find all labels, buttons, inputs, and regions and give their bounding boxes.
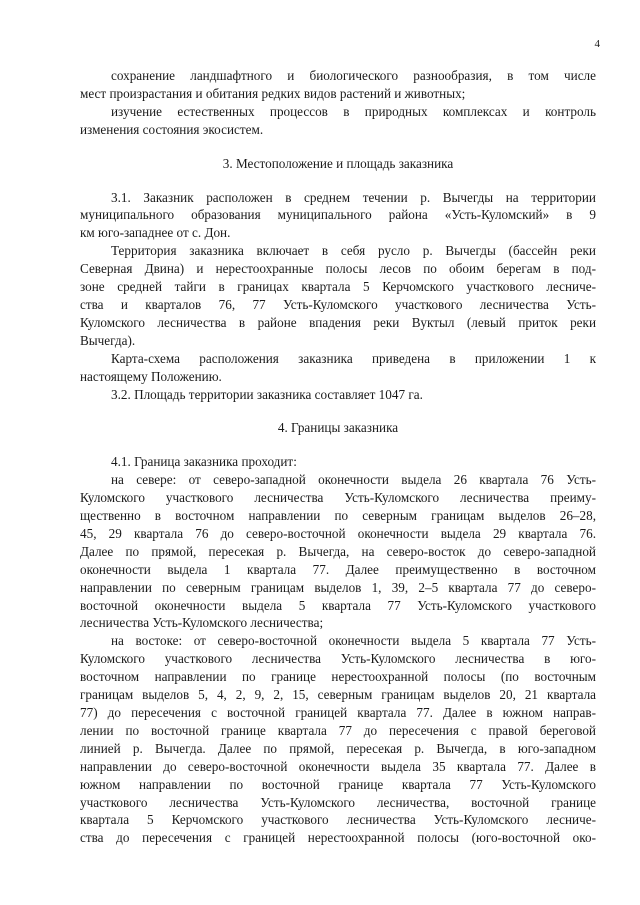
text-line: муниципального образования муниципального района «Усть-Куломский» в 9 (80, 207, 596, 223)
text-line: ства и кварталов 76, 77 Усть-Куломского участкового лесничества Усть- (80, 296, 596, 312)
text-line: на востоке: от северо-восточной оконечности выдела 5 квартала 77 Усть- (111, 633, 596, 649)
paragraph-natural-processes (80, 103, 596, 139)
text-line: границам выделов 5, 4, 2, 9, 2, 15, северным границам выделов 20, 21 квартала (80, 687, 596, 703)
text-line: Куломского участкового лесничества Усть-Куломского лесничества преиму- (80, 490, 596, 506)
text-line: Карта-схема расположения заказника приведена в приложении 1 к (111, 350, 596, 366)
section-4-title: 4. Границы заказника (277, 420, 399, 436)
paragraph-3-2 (80, 386, 596, 404)
text-line: участкового лесничества Усть-Куломского лесничества, восточной границе (80, 794, 596, 810)
text-line: 4.1. Граница заказника проходит: (111, 454, 297, 470)
text-line: Далее по прямой, пересекая р. Вычегда, на северо-восток до северо-западной (80, 543, 596, 559)
text-line: 77) до пересечения с восточной границей квартала 77. Далее в южном направ- (80, 705, 596, 720)
text-line: лесничества Усть-Куломского лесничества; (80, 615, 324, 631)
text-line: Куломского участкового лесничества Усть-Куломского лесничества в юго- (80, 651, 596, 667)
paragraph-4-1 (80, 453, 596, 471)
text-line: направлении до северо-восточной оконечности выдела 35 квартала 77. Далее в (80, 758, 596, 774)
text-line: мест произрастания и обитания редких видов растений и животных; (80, 85, 466, 101)
text-line: изучение естественных процессов в природных комплексах и контроль (111, 103, 596, 119)
text-line: изменения состояния экосистем. (80, 121, 264, 137)
text-line: Северная Двина) и нерестоохранные полосы лесов по обоим берегам в под- (80, 261, 596, 277)
page-number: 4 (594, 38, 600, 50)
text-line: на севере: от северо-западной оконечности выдела 26 квартала 76 Усть- (111, 472, 596, 488)
text-line: км юго-западнее от с. Дон. (80, 225, 231, 241)
text-line: 45, 29 квартала 76 до северо-восточной оконечности выдела 29 квартала 76. (80, 525, 596, 541)
text-line: сохранение ландшафтного и биологического разнообразия, в том числе (111, 68, 596, 83)
paragraph-landscape-diversity (80, 67, 596, 103)
text-line: южном направлении по восточной границе квартала 77 Усть-Куломского (80, 776, 596, 792)
text-line: лении по восточной границе квартала 77 до пересечения с правой береговой (80, 722, 596, 738)
section-3-title: 3. Местоположение и площадь заказника (222, 155, 454, 171)
paragraph-3-1 (80, 189, 596, 243)
text-line: 3.2. Площадь территории заказника составляет 1047 га. (111, 386, 423, 402)
text-line: зоне средней тайги в границах квартала 5 Керчомского участкового лесниче- (80, 279, 596, 295)
text-line: Куломского лесничества в районе впадения реки Вуктыл (левый приток реки (80, 314, 596, 330)
text-line: направлении по северным границам выделов 1, 39, 2–5 квартала 77 до северо- (80, 579, 596, 595)
text-line: оконечности выдела 1 квартала 77. Далее преимущественно в восточном (80, 561, 596, 577)
paragraph-map-scheme (80, 350, 596, 386)
text-line: квартала 5 Керчомского участкового лесничества Усть-Куломского лесниче- (80, 812, 596, 828)
text-line: восточном направлении по границе нерестоохранной полосы (по восточным (80, 669, 596, 685)
text-line: Территория заказника включает в себя русло р. Вычегды (бассейн реки (111, 243, 596, 259)
text-line: настоящему Положению. (80, 368, 222, 384)
text-line: щественно в восточном направлении по северным границам выделов 26–28, (80, 508, 596, 524)
text-line: 3.1. Заказник расположен в среднем течении р. Вычегды на территории (111, 189, 596, 205)
text-line: восточной оконечности выдела 5 квартала 77 Усть-Куломского участкового (80, 597, 596, 613)
text-line: линией р. Вычегда. Далее по прямой, пересекая р. Вычегда, в юго-западном (80, 740, 596, 756)
paragraph-territory (80, 242, 596, 349)
paragraph-north-boundary (80, 471, 596, 632)
paragraph-east-boundary (80, 632, 596, 847)
document-body (80, 67, 596, 847)
text-line: ства до пересечения с границей нерестоохранной полосы (юго-восточной око- (80, 830, 596, 846)
text-line: Вычегда). (80, 332, 136, 348)
